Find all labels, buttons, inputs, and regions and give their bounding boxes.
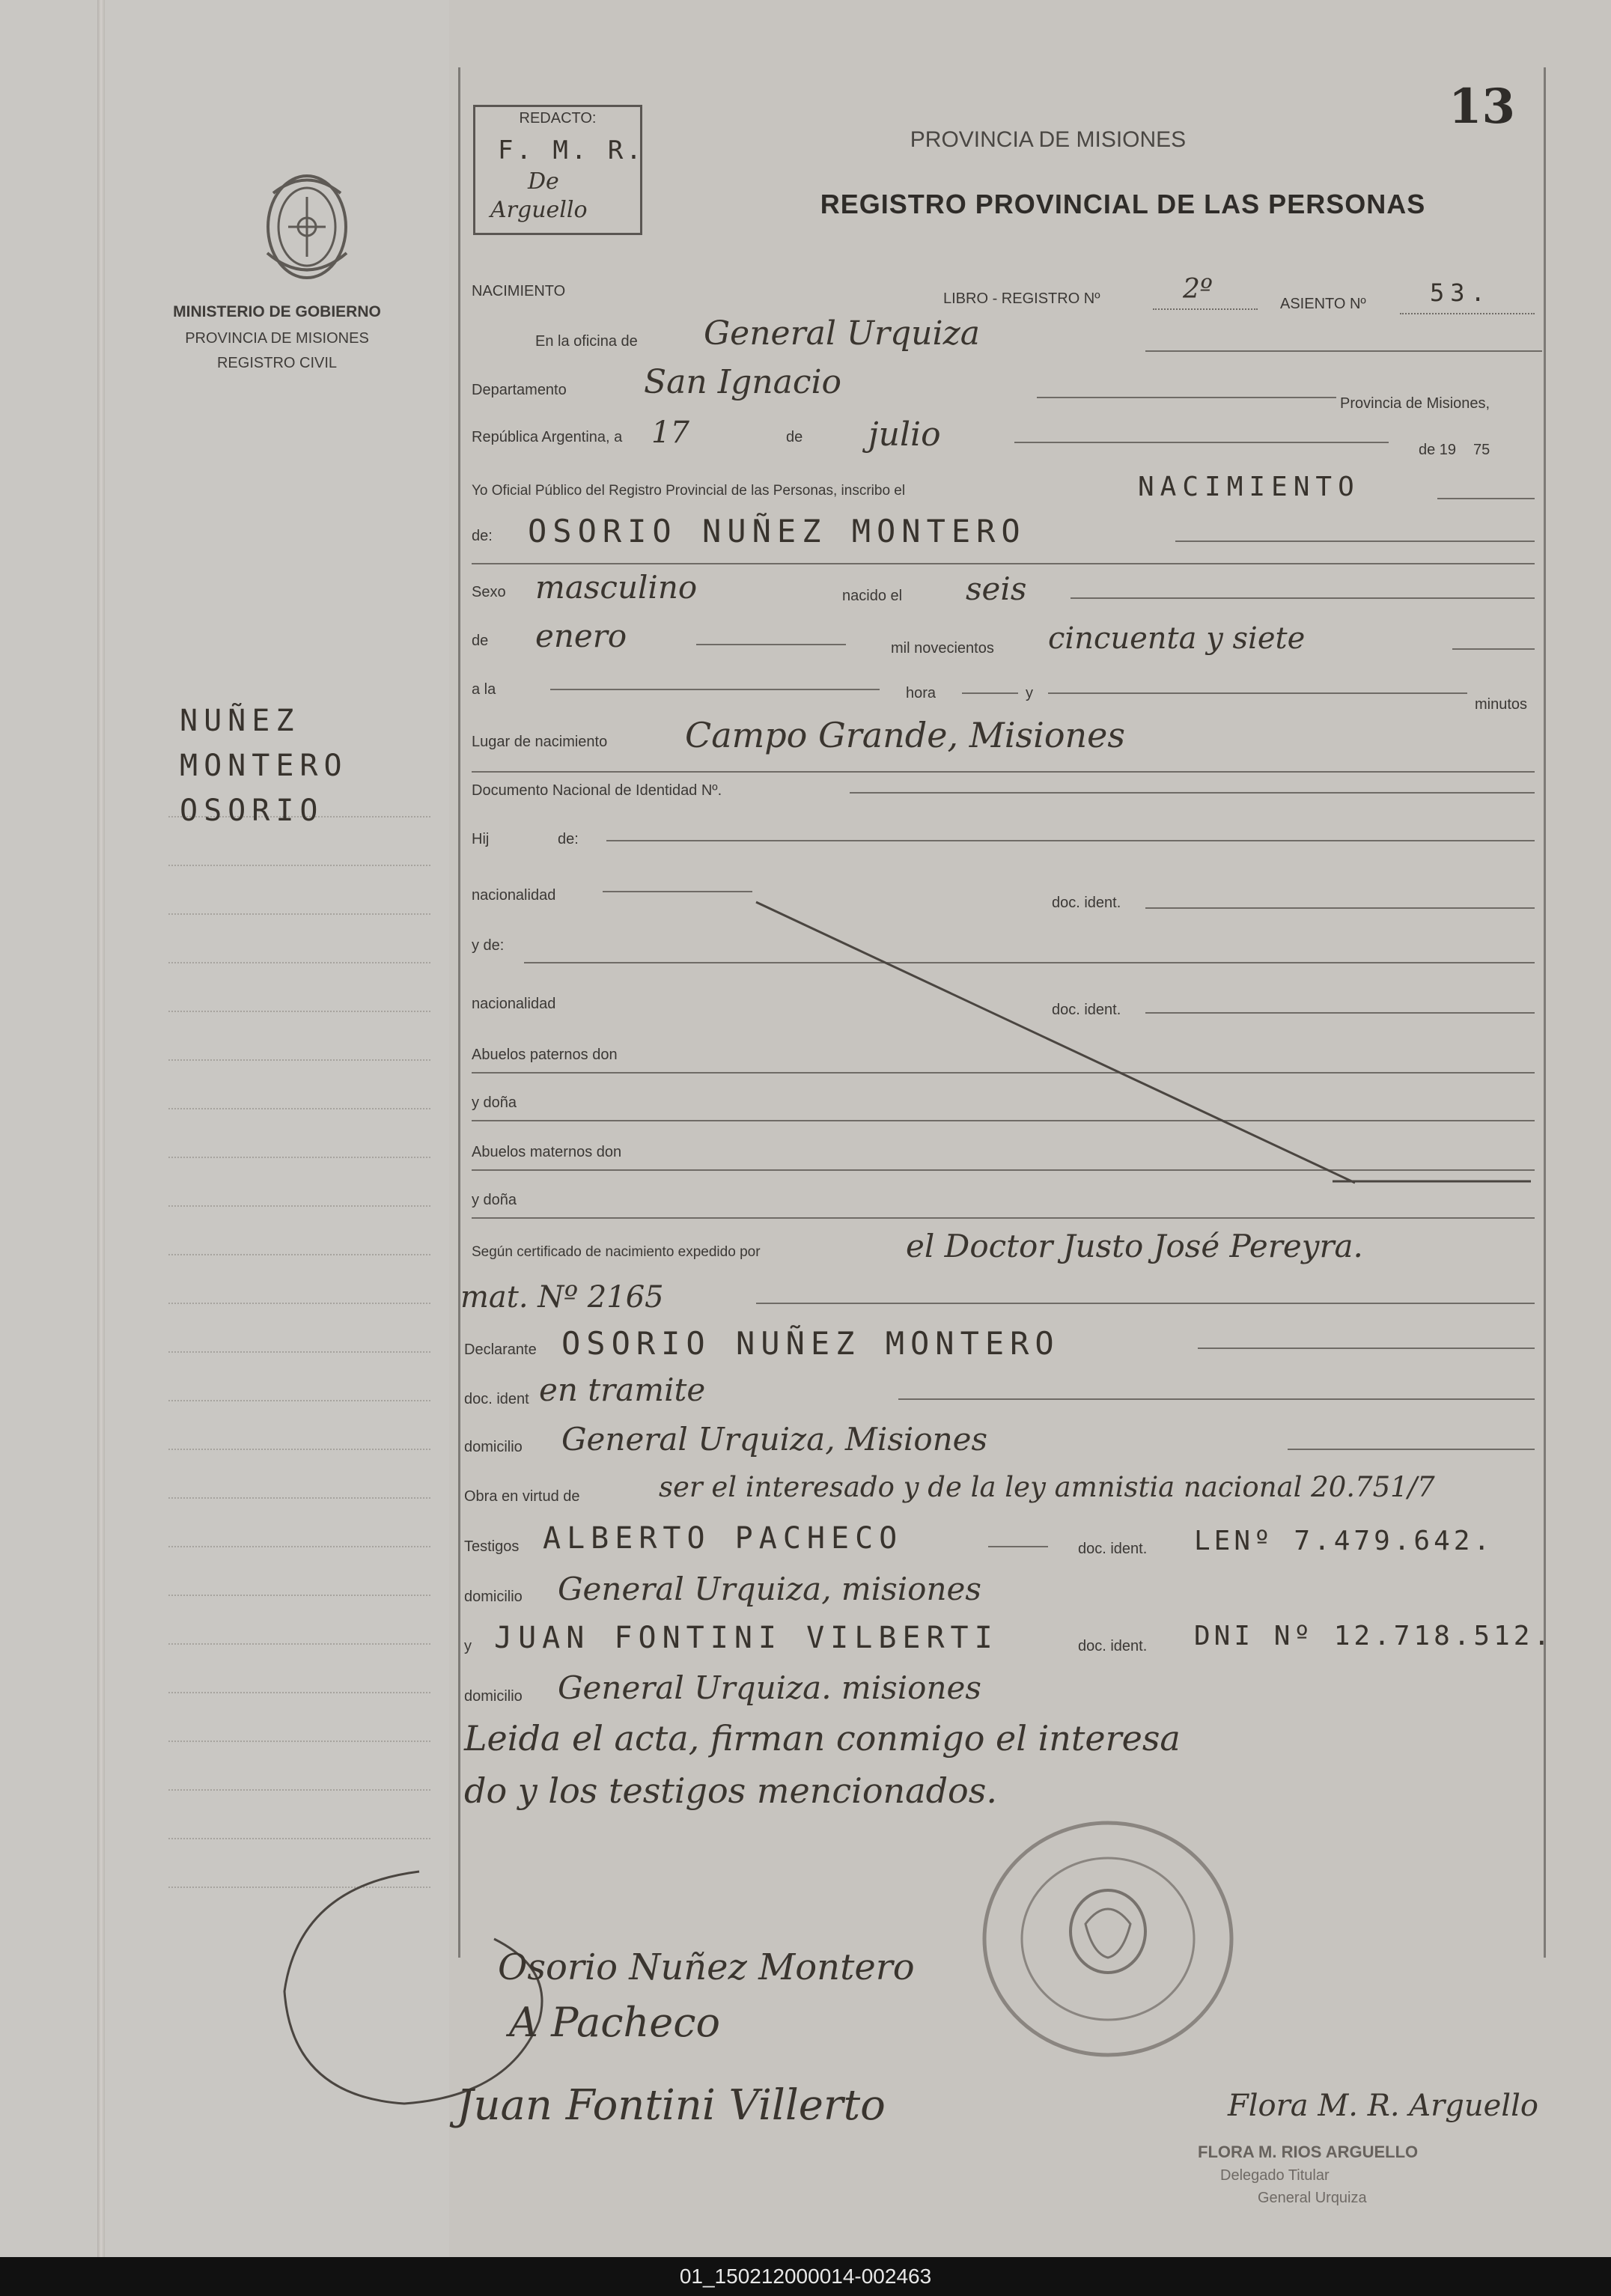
registry-seal-stamp [973, 1812, 1243, 2066]
testigo2-value: JUAN FONTINI VILBERTI [494, 1621, 999, 1655]
oficina-value: General Urquiza [704, 314, 980, 353]
sexo-label: Sexo [472, 584, 506, 600]
lugar-label: Lugar de nacimiento [472, 734, 608, 750]
domicilio-line [1288, 1449, 1535, 1450]
declarante-value: OSORIO NUÑEZ MONTERO [561, 1325, 1060, 1362]
signature-oficial: Flora M. R. Arguello [1228, 2089, 1538, 2123]
provincia-label: Provincia de Misiones, [1340, 395, 1490, 412]
inscribo-value: NACIMIENTO [1138, 472, 1360, 502]
doc-ident3-line [898, 1398, 1535, 1400]
departamento-value: San Ignacio [644, 363, 842, 401]
margin-note-line1: NUÑEZ [180, 704, 300, 738]
anio-value: 75 [1473, 442, 1490, 458]
y-dona-label: y doña [472, 1094, 517, 1111]
image-id: 01_150212000014-002463 [679, 2265, 932, 2288]
de4-label: de: [558, 831, 579, 847]
doc-ident5-label: doc. ident. [1078, 1638, 1148, 1654]
obra-value: ser el interesado y de la ley amnistia nacional 20.751/7 [659, 1471, 1435, 1503]
obra-label: Obra en virtud de [464, 1488, 580, 1505]
domicilio-value: General Urquiza, Misiones [561, 1421, 988, 1458]
sexo-value: masculino [535, 569, 698, 606]
ministry-title: MINISTERIO DE GOBIERNO [173, 303, 381, 320]
official-stamp-name: FLORA M. RIOS ARGUELLO [1198, 2143, 1419, 2161]
nacido-dia-value: seis [966, 570, 1027, 607]
ministry-province: PROVINCIA DE MISIONES [185, 330, 369, 347]
testigos-label: Testigos [464, 1538, 520, 1555]
abuelos-paternos-label: Abuelos paternos don [472, 1047, 618, 1063]
nacionalidad-label: nacionalidad [472, 887, 556, 904]
testigo1-doc: LENº 7.479.642. [1194, 1526, 1494, 1556]
de3-label: de [472, 633, 489, 649]
testigo1-value: ALBERTO PACHECO [543, 1521, 904, 1556]
signature-testigo1: A Pacheco [509, 1999, 720, 2046]
certificado-label: Según certificado de nacimiento expedido por [472, 1244, 761, 1260]
oficial-label: Yo Oficial Público del Registro Provincial de las Personas, inscribo el [472, 483, 906, 499]
nacido-anio-value: cincuenta y siete [1048, 621, 1306, 656]
departamento-label: Departamento [472, 382, 567, 398]
redacto-line2: De [528, 168, 559, 195]
doc-ident3-label: doc. ident [464, 1391, 529, 1407]
domicilio2-label: domicilio [464, 1589, 523, 1605]
nacido-label: nacido el [842, 588, 903, 604]
hij-label: Hij [472, 831, 490, 847]
nacido-mes-value: enero [535, 618, 627, 654]
domicilio-label: domicilio [464, 1439, 523, 1455]
y-de-label: y de: [472, 937, 505, 954]
page-number: 13 [1449, 79, 1516, 135]
dni-label: Documento Nacional de Identidad Nº. [472, 782, 722, 799]
redacto-line1: F. M. R. [498, 135, 645, 165]
doc-ident2-label: doc. ident. [1052, 1002, 1121, 1018]
republica-label: República Argentina, a [472, 429, 623, 445]
signature-declarante: Osorio Nuñez Montero [498, 1946, 915, 1988]
mes-value: julio [868, 415, 941, 454]
y2-label: y [464, 1638, 472, 1654]
y-dona2-label: y doña [472, 1192, 517, 1208]
oficina-label: En la oficina de [535, 333, 638, 350]
de2-label: de: [472, 528, 493, 544]
redacto-line3: Arguello [490, 197, 588, 223]
abuelos-maternos-label: Abuelos maternos don [472, 1144, 622, 1160]
image-caption-bar [0, 2257, 1611, 2296]
testigo2-doc: DNI Nº 12.718.512. [1194, 1621, 1554, 1651]
official-stamp-place: General Urquiza [1258, 2190, 1367, 2206]
libro-label: LIBRO - REGISTRO Nº [943, 290, 1100, 307]
testigo1-domicilio: General Urquiza, misiones [558, 1571, 981, 1607]
doc-ident-label: doc. ident. [1052, 895, 1121, 911]
act-type-label: NACIMIENTO [472, 283, 566, 299]
official-stamp-role: Delegado Titular [1220, 2167, 1330, 2184]
anio-label: de 19 [1419, 442, 1457, 458]
de-label: de [786, 429, 803, 445]
hora-label: hora [906, 685, 937, 701]
closing-line1: Leida el acta, firman conmigo el interesa [464, 1718, 1181, 1758]
declarante-label: Declarante [464, 1342, 537, 1358]
doc-ident3-value: en tramite [539, 1371, 706, 1408]
ministry-registry: REGISTRO CIVIL [216, 355, 338, 371]
certificado-value: el Doctor Justo José Pereyra. [906, 1228, 1363, 1264]
minutos-label: minutos [1475, 696, 1528, 713]
registry-title: REGISTRO PROVINCIAL DE LAS PERSONAS [820, 189, 1426, 219]
testigo2-domicilio: General Urquiza. misiones [558, 1669, 981, 1706]
y-label: y [1026, 685, 1033, 701]
testigo1-line [988, 1546, 1048, 1547]
asiento-value: 53. [1430, 278, 1491, 307]
redacto-label: REDACTO: [519, 110, 597, 127]
lugar-value: Campo Grande, Misiones [685, 715, 1125, 755]
signature-testigo2: Juan Fontini Villerto [457, 2081, 886, 2130]
declarante-line [1198, 1348, 1535, 1349]
closing-line2: do y los testigos mencionados. [464, 1770, 997, 1811]
asiento-label: ASIENTO Nº [1280, 296, 1366, 312]
dia-value: 17 [651, 415, 689, 450]
certificado-value-2: mat. Nº 2165 [460, 1280, 664, 1315]
margin-note-line2: MONTERO [180, 749, 348, 783]
doc-ident4-label: doc. ident. [1078, 1541, 1148, 1557]
nombre-value: OSORIO NUÑEZ MONTERO [528, 513, 1026, 549]
certificado-line [756, 1303, 1535, 1304]
nacionalidad2-label: nacionalidad [472, 996, 556, 1012]
a-la-label: a la [472, 681, 496, 698]
margin-note-line3: OSORIO [180, 794, 324, 828]
mil-label: mil novecientos [891, 640, 994, 657]
domicilio3-label: domicilio [464, 1688, 523, 1705]
libro-value: 2º [1183, 274, 1213, 305]
province-title: PROVINCIA DE MISIONES [910, 127, 1187, 152]
